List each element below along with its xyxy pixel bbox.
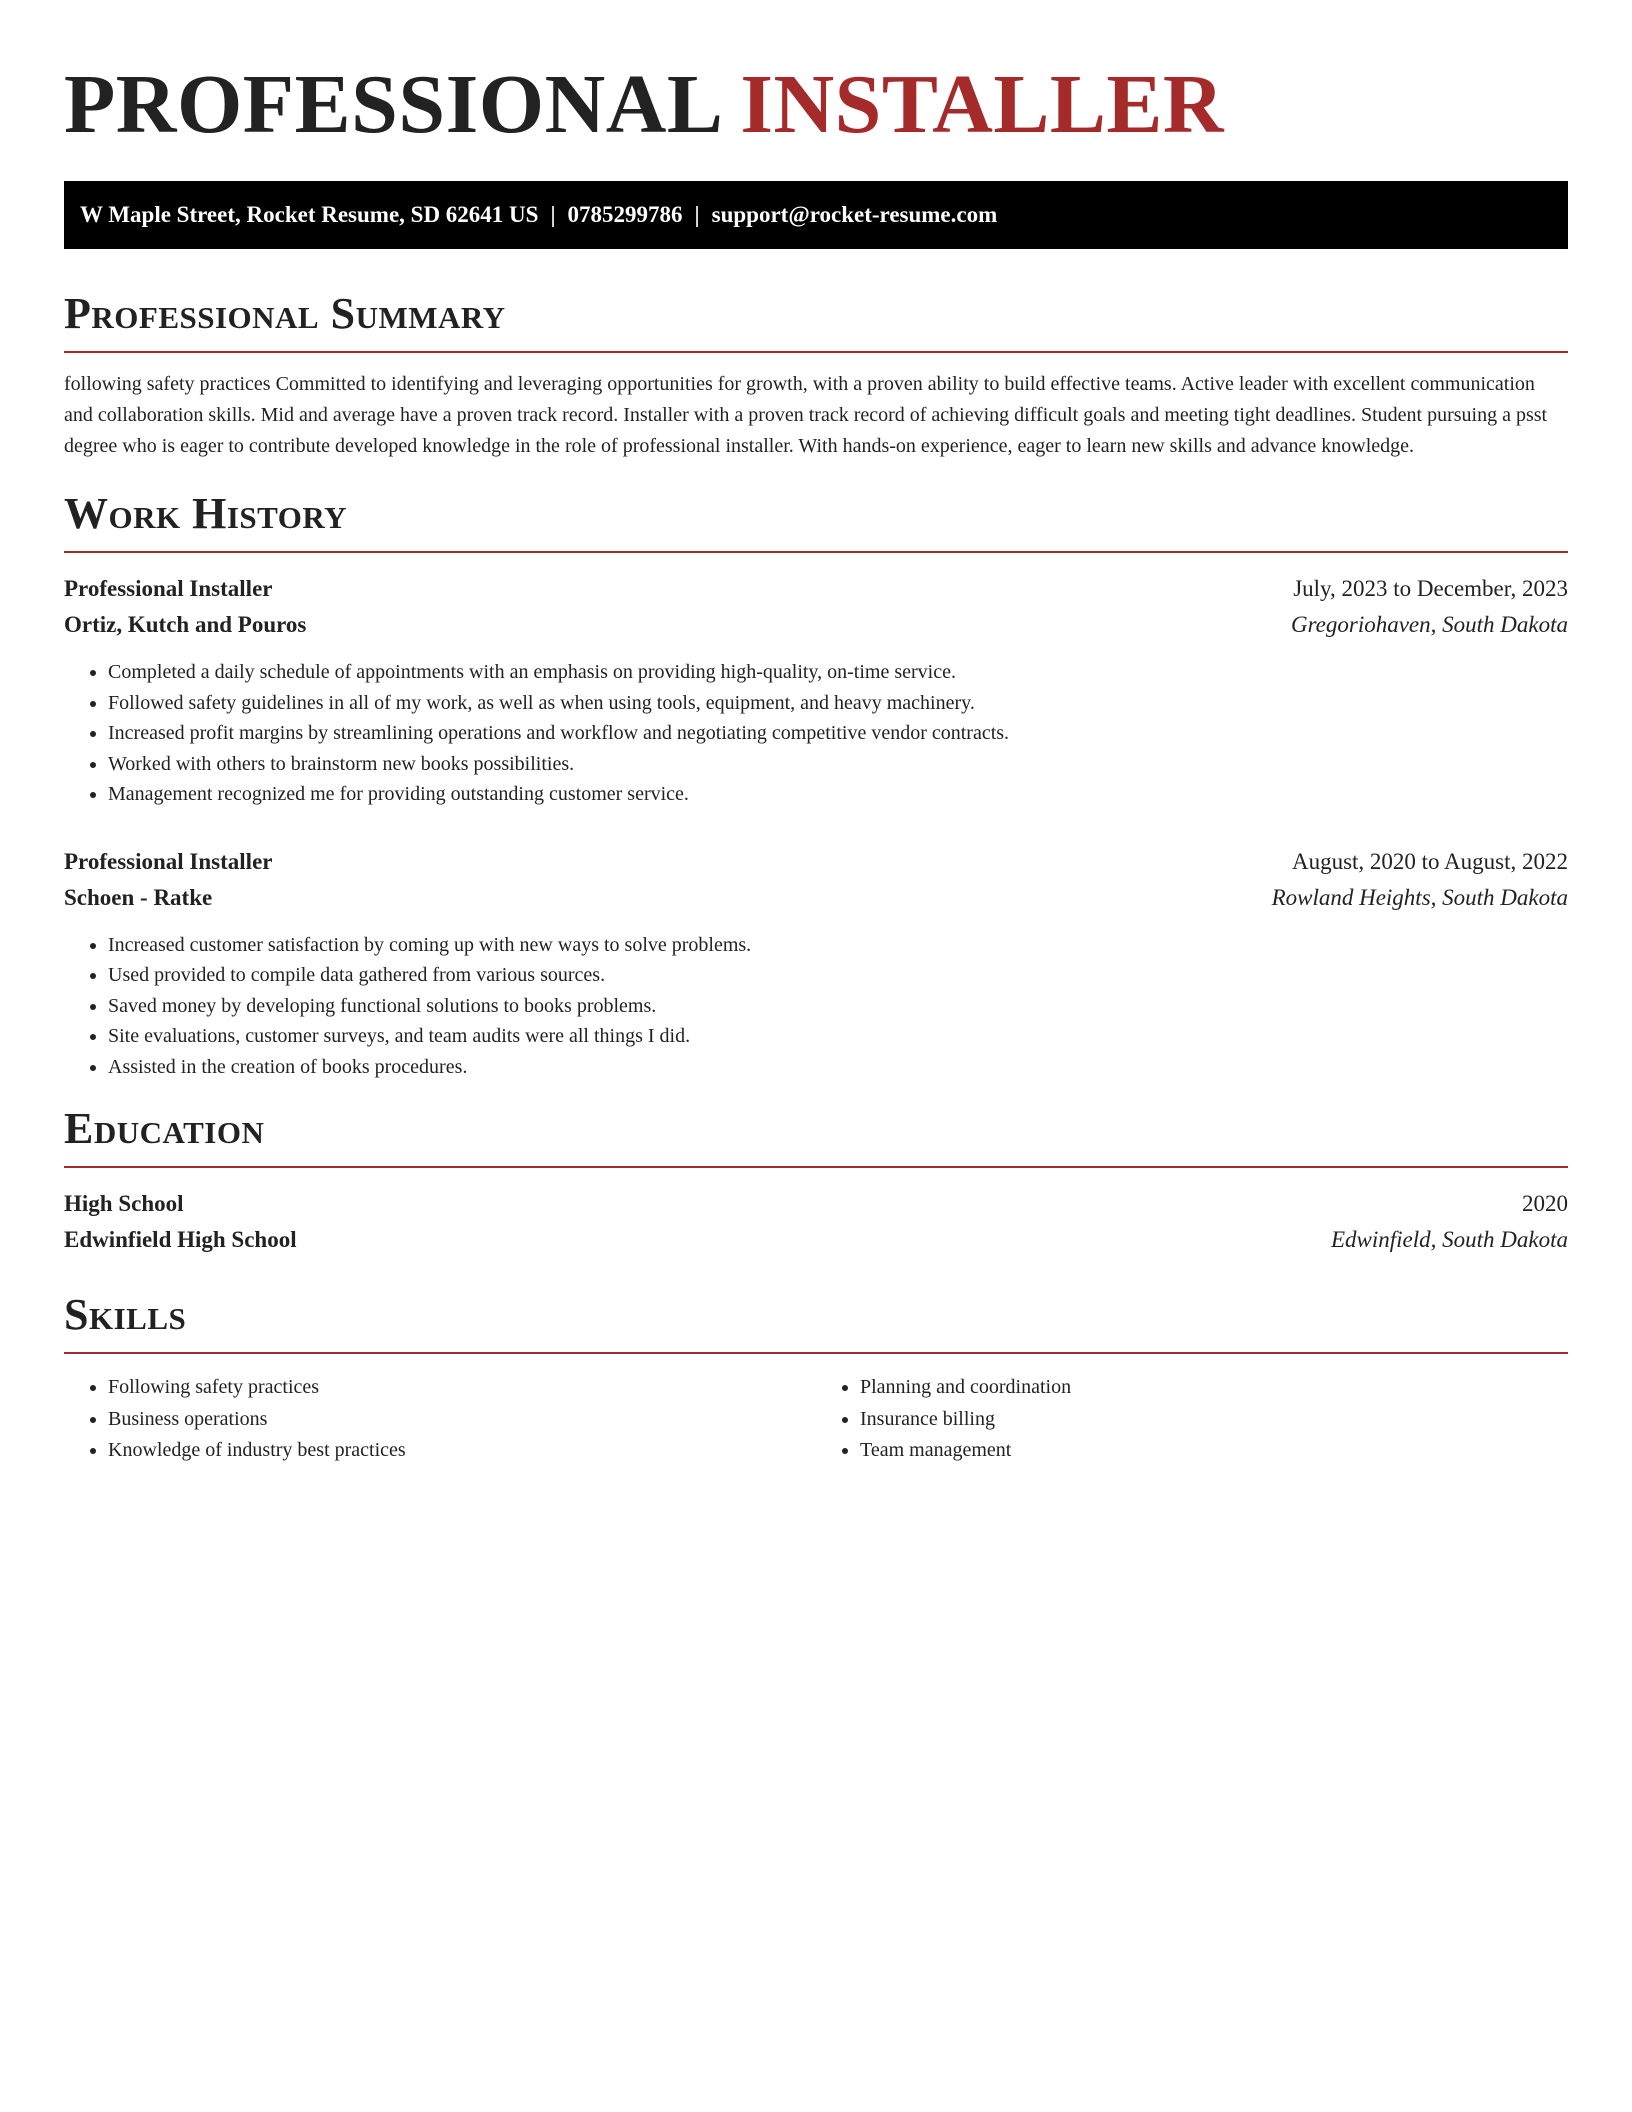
- job-bullets: [64, 657, 1568, 810]
- job-title: Professional Installer: [64, 848, 273, 874]
- job-dates: August, 2020 to August, 2022: [1291, 848, 1568, 874]
- resume-name: [64, 0, 1568, 155]
- contact-bar: [64, 181, 1568, 249]
- education-school: Edwinfield High School: [64, 1227, 297, 1252]
- skills-column-right: [816, 1372, 1568, 1467]
- work-history-heading: Work History: [64, 489, 1568, 553]
- job-entry: [64, 844, 1568, 1083]
- summary-text: following safety practices Committed to identifying and leveraging opportunities for growth, with a proven ability to build effective teams. Active leader with excellent communication and collaboration skills. Mid and average have a proven track record. Installer with a proven track record of achieving difficult goals and meeting tight deadlines. Student pursuing a psst degree who is eager to contribute developed knowledge in the role of professional installer. With hands-on experience, eager to learn new skills and advance knowledge.: [64, 373, 1548, 457]
- job-bullet: • Followed safety guidelines in all of my work, as well as when using tools, equipment, and heavy machinery.: [108, 688, 1568, 719]
- job-bullet: • Completed a daily schedule of appointments with an emphasis on providing high-quality, on-time service.: [108, 657, 1568, 688]
- name-last: INSTALLER: [740, 58, 1225, 151]
- job-dates: July, 2023 to December, 2023: [1293, 576, 1568, 601]
- contact-separator: |: [694, 202, 700, 227]
- job-bullet: • Increased customer satisfaction by coming up with new ways to solve problems.: [108, 930, 1568, 961]
- job-bullets: [64, 930, 1568, 1083]
- contact-phone: 0785299786: [567, 202, 683, 227]
- contact-email: support@rocket-resume.com: [711, 202, 998, 227]
- skill-item: • Business operations: [108, 1404, 816, 1436]
- skills-grid: [64, 1372, 1568, 1467]
- skill-item: • Planning and coordination: [860, 1372, 1568, 1404]
- job-bullet: • Management recognized me for providing outstanding customer service.: [108, 779, 1568, 810]
- job-location: Rowland Heights, South Dakota: [1271, 884, 1568, 910]
- skills-column-left: [64, 1372, 816, 1467]
- job-entry: [64, 571, 1568, 810]
- skill-item: • Knowledge of industry best practices: [108, 1435, 816, 1467]
- education-heading: Education: [64, 1104, 1568, 1168]
- job-bullet: • Increased profit margins by streamlining operations and workflow and negotiating competitive vendor contracts.: [108, 718, 1568, 749]
- job-bullet: • Worked with others to brainstorm new books possibilities.: [108, 749, 1568, 780]
- education-section: [64, 1104, 1568, 1258]
- education-location: Edwinfield, South Dakota: [1330, 1227, 1568, 1252]
- contact-separator: |: [550, 202, 556, 227]
- skill-item: • Team management: [860, 1435, 1568, 1467]
- contact-address: W Maple Street, Rocket Resume, SD 62641 US: [80, 202, 539, 227]
- job-bullet: • Site evaluations, customer surveys, and team audits were all things I did.: [108, 1021, 1568, 1052]
- job-bullet: • Assisted in the creation of books procedures.: [108, 1052, 1568, 1083]
- job-bullet: • Saved money by developing functional solutions to books problems.: [108, 991, 1568, 1022]
- work-history-section: [64, 489, 1568, 1082]
- name-first: PROFESSIONAL: [64, 58, 719, 151]
- job-company: Ortiz, Kutch and Pouros: [64, 612, 307, 637]
- skills-section: [64, 1290, 1568, 1467]
- job-title: Professional Installer: [64, 576, 273, 601]
- education-entry: [64, 1186, 1568, 1258]
- skills-heading: Skills: [64, 1290, 1568, 1354]
- job-company: Schoen - Ratke: [64, 884, 213, 910]
- skill-item: • Insurance billing: [860, 1404, 1568, 1436]
- skill-item: • Following safety practices: [108, 1372, 816, 1404]
- job-bullet: • Used provided to compile data gathered from various sources.: [108, 960, 1568, 991]
- education-degree: High School: [64, 1191, 184, 1216]
- summary-section: [64, 289, 1568, 462]
- job-location: Gregoriohaven, South Dakota: [1290, 612, 1568, 637]
- education-year: 2020: [1522, 1191, 1568, 1216]
- summary-heading: Professional Summary: [64, 289, 1568, 353]
